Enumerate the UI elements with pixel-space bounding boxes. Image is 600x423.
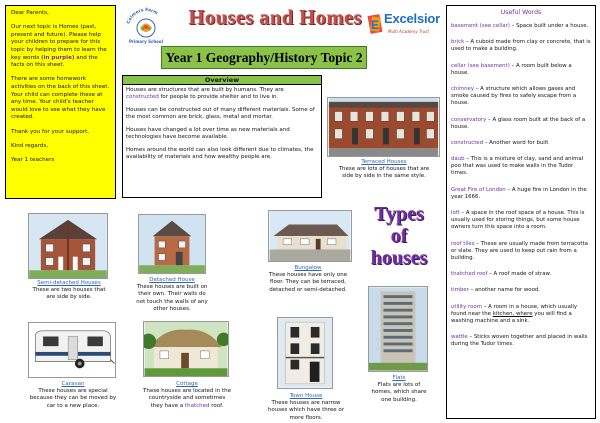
semi-detached-title: Semi-detached Houses — [37, 280, 101, 286]
svg-text:E: E — [370, 18, 380, 32]
glossary-definition: you will find a washing machine and a sink. — [451, 310, 572, 324]
semi-detached-caption — [26, 279, 112, 303]
cottage-title: Cottage — [176, 381, 198, 387]
glossary-definition: – This is a mixture of clay, sand and animal poo that was used to make walls in the Tudor times. — [451, 156, 584, 177]
glossary-definition: – another name for wood. — [468, 287, 541, 294]
terraced-houses-image — [327, 97, 440, 157]
glossary-definition: kitchen, where — [492, 310, 533, 317]
letter-paragraph: There are some homework activities on the back of this sheet. Your child can complete these at any time. Your child's teacher would love to see what they have created. — [11, 76, 110, 121]
terraced-houses-title: Terraced Houses — [361, 159, 407, 165]
glossary-definition: – A cuboid made from clay or concrete, that is used to make a building. — [451, 39, 591, 53]
letter-paragraph: Thank you for your support. — [11, 128, 90, 135]
topic-subtitle: Year 1 Geography/History Topic 2 — [161, 46, 367, 69]
glossary-definition: – A room in a house, which usually found near the — [451, 303, 578, 317]
glossary-entry — [451, 117, 591, 131]
types-of-houses-title: Types of houses — [370, 203, 428, 269]
town-house-caption — [259, 392, 353, 423]
glossary-entry — [451, 287, 591, 294]
svg-text:Colmers Farm: Colmers Farm — [126, 7, 159, 25]
glossary-term: chimney — [451, 86, 475, 93]
letter-paragraph: Kind regards, — [11, 142, 49, 149]
overview-box — [122, 75, 322, 198]
glossary-definition: – Sticks woven together and placed in walls during the Tudor times. — [451, 334, 588, 348]
glossary-term: brick — [451, 39, 465, 46]
glossary-term: Great Fire of London — [451, 186, 506, 193]
caravan-description: These houses are special because they can be moved by car to a new place. — [29, 388, 117, 409]
bungalow-description: These houses have only one floor. They can be terraced, detached or semi-detached. — [268, 272, 348, 293]
glossary-definition: – A glass room built at the back of a house. — [451, 116, 586, 130]
glossary-definition: – A room built below a house. — [451, 62, 572, 76]
town-house-description: These houses are narrow houses which have three or more floors. — [267, 400, 345, 421]
cottage-description: These houses are located in the countryside and sometimes they have a thatched roof. — [143, 388, 231, 409]
flats-description: Flats are lots of homes, which share one building. — [371, 382, 427, 403]
flats-image — [368, 286, 428, 372]
overview-paragraph: Houses have changed a lot over time as new materials and technologies have become available. — [126, 127, 290, 141]
letter-greeting: Dear Parents, — [11, 10, 49, 16]
caravan-image — [28, 322, 116, 378]
glossary-definition: – A structure which allows gases and smoke caused by fires to safely escape from a house. — [451, 86, 577, 107]
glossary-term: timber — [451, 287, 469, 294]
glossary-term: loft — [451, 210, 460, 217]
glossary-entry — [451, 271, 591, 278]
useful-words-panel — [446, 5, 596, 419]
caravan-title: Caravan — [61, 381, 85, 387]
detached-house-image — [138, 214, 206, 274]
glossary-definition: – A roof made of straw. — [487, 271, 552, 278]
town-house-image — [277, 317, 333, 389]
glossary-entry — [451, 39, 591, 53]
glossary-definition: – Another word for built — [483, 139, 549, 146]
bungalow-caption — [262, 264, 354, 295]
flats-title: Flats — [392, 375, 406, 381]
glossary-entry — [451, 187, 591, 201]
glossary-term: daub — [451, 156, 465, 163]
letter-signature: Year 1 teachers — [11, 156, 55, 163]
parent-letter — [5, 5, 116, 199]
letter-paragraph: Our next topic is Homes (past, present and future). Please help your children to prepare for this topic by helping them to learn the key words (in purple) and the facts on this sheet. — [11, 24, 107, 69]
semi-detached-description: These are two houses that are side by side. — [32, 287, 106, 301]
svg-text:Primary School: Primary School — [128, 39, 164, 44]
bungalow-image — [268, 210, 352, 262]
semi-detached-houses-image — [28, 213, 108, 279]
glossary-entry — [451, 241, 591, 262]
overview-heading: Overview — [123, 76, 321, 85]
glossary-entry — [451, 140, 591, 147]
glossary-term: utility room — [451, 303, 482, 310]
terraced-houses-caption — [334, 158, 434, 182]
glossary-entry — [451, 156, 591, 177]
flats-caption — [366, 374, 432, 405]
glossary-entry — [451, 63, 591, 77]
cottage-image — [143, 321, 229, 377]
glossary-term: basement (see cellar) — [451, 23, 510, 30]
glossary-entry — [451, 304, 591, 325]
terraced-houses-description: These are lots of houses that are side by side in the same style. — [338, 166, 430, 180]
excelsior-tagline: Multi Academy Trust — [388, 29, 429, 34]
glossary-term: constructed — [451, 139, 484, 146]
glossary-term: wattle — [451, 334, 468, 341]
town-house-title: Town House — [289, 393, 323, 399]
glossary-term: roof tiles — [451, 240, 475, 247]
detached-house-description: These houses are built on their own. Their walls do not touch the walls of any other houses. — [136, 284, 208, 312]
glossary-entry — [451, 210, 591, 231]
overview-paragraph: Houses can be constructed out of many different materials. Some of the most common are brick, glass, metal and mortar. — [126, 107, 315, 121]
excelsior-logo-icon — [366, 11, 384, 37]
useful-words-title: Useful Words — [500, 9, 542, 16]
page-title: Houses and Homes — [188, 5, 362, 29]
glossary-definition: – Space built under a house. — [509, 23, 589, 30]
glossary-definition: – A space in the roof space of a house. This is usually used for storing things, but some house owners turn this space into a room. — [451, 210, 585, 231]
excelsior-logo-text: Excelsior — [384, 11, 441, 26]
glossary-definition: – These are usually made from terracotta or slate. They are used to keep out rain from a building. — [451, 240, 588, 261]
detached-house-title: Detached House — [149, 277, 195, 283]
cottage-caption — [140, 380, 234, 411]
glossary-entry — [451, 23, 591, 30]
overview-paragraph: Homes around the world can also look different due to climates, the availability of materials and how wealthy people are. — [126, 147, 314, 161]
school-logo — [121, 6, 171, 46]
glossary-entry — [451, 334, 591, 348]
glossary-term: thatched roof — [451, 271, 488, 278]
glossary-entry — [451, 86, 591, 107]
bungalow-title: Bungalow — [294, 265, 322, 271]
glossary-term: conservatory — [451, 116, 487, 123]
overview-paragraph: Houses are structures that are built by humans. They are constructed for people to provide shelter and to live in. — [126, 87, 284, 101]
glossary-term: cellar (see basement) — [451, 62, 510, 69]
glossary-definition: – A huge fire in London in the year 1666. — [451, 186, 587, 200]
detached-house-caption — [132, 276, 212, 314]
caravan-caption — [26, 380, 120, 411]
